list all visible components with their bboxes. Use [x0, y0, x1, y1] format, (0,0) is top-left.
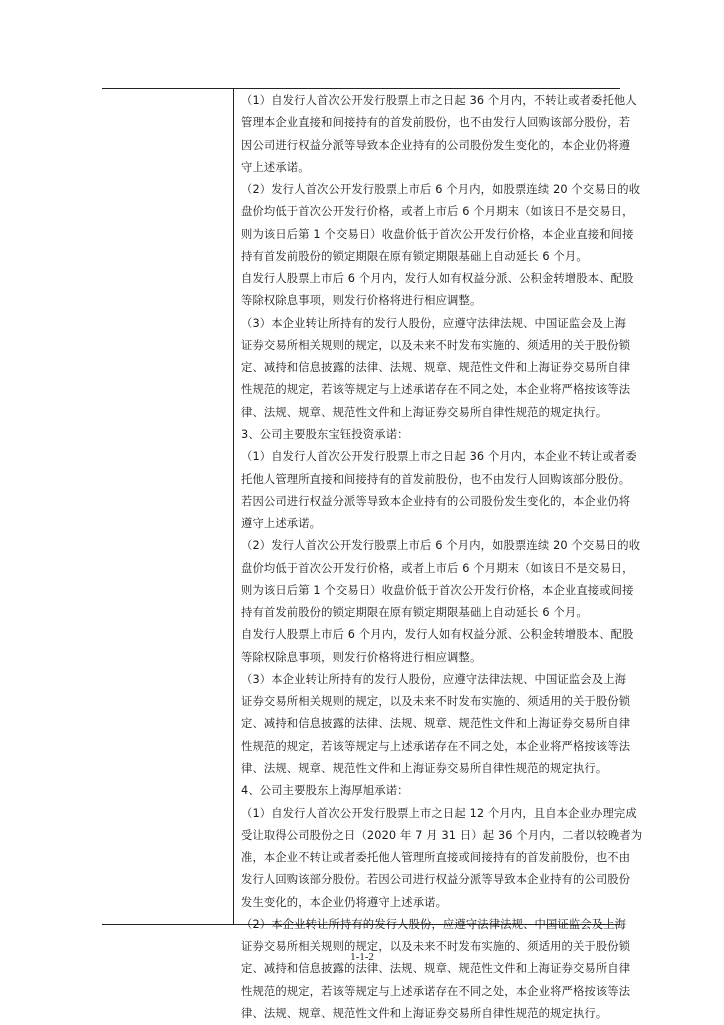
- text-line: （1）自发行人首次公开发行股票上市之日起 36 个月内，不转让或者委托他人: [241, 94, 637, 107]
- text-line: 持有首发前股份的锁定期限在原有锁定期限基础上自动延长 6 个月。: [241, 606, 588, 620]
- text-line: 性规范的规定，若该等规定与上述承诺存在不同之处，本企业将严格按该等法: [241, 383, 631, 397]
- text-line: 等除权除息事项，则发行价格将进行相应调整。: [241, 294, 482, 308]
- text-line: 持有首发前股份的锁定期限在原有锁定期限基础上自动延长 6 个月。: [241, 249, 588, 263]
- text-line: 等除权除息事项，则发行价格将进行相应调整。: [241, 650, 482, 664]
- text-line: 则为该日后第 1 个交易日）收盘价低于首次公开发行价格，本企业直接或间接: [241, 583, 634, 597]
- text-line: 准，本企业不转让或者委托他人管理所直接或间接持有的首发前股份，也不由: [241, 851, 631, 865]
- text-line: （2）发行人首次公开发行股票上市后 6 个月内，如股票连续 20 个交易日的收: [241, 539, 641, 553]
- text-line: 律、法规、规章、规范性文件和上海证券交易所自律性规范的规定执行。: [241, 761, 608, 775]
- text-line: 定、减持和信息披露的法律、法规、规章、规范性文件和上海证券交易所自律: [241, 717, 631, 731]
- text-line: （2）本企业转让所持有的发行人股份，应遵守法律法规、中国证监会及上海: [241, 917, 627, 931]
- text-line: 受让取得公司股份之日（2020 年 7 月 31 日）起 36 个月内，二者以较晚者为: [241, 828, 643, 842]
- text-line: （3）本企业转让所持有的发行人股份，应遵守法律法规、中国证监会及上海: [241, 672, 627, 686]
- text-line: 3、公司主要股东宝钰投资承诺：: [241, 427, 409, 441]
- text-line: 遵守上述承诺。: [241, 517, 322, 531]
- text-line: （1）自发行人首次公开发行股票上市之日起 36 个月内，本企业不转让或者委: [241, 450, 637, 464]
- text-line: 证券交易所相关规则的规定，以及未来不时发布实施的、须适用的关于股份锁: [241, 940, 631, 954]
- text-line: 发生变化的，本企业仍将遵守上述承诺。: [241, 895, 448, 909]
- text-line: 盘价均低于首次公开发行价格，或者上市后 6 个月期末（如该日不是交易日，: [241, 561, 634, 575]
- text-line: 托他人管理所直接和间接持有的首发前股份，也不由发行人回购该部分股份。: [241, 472, 631, 486]
- text-line: 证券交易所相关规则的规定，以及未来不时发布实施的、须适用的关于股份锁: [241, 695, 631, 709]
- text-line: 若因公司进行权益分派等导致本企业持有的公司股份发生变化的，本企业仍将: [241, 494, 631, 508]
- column-divider: [233, 89, 234, 924]
- page-number: 1-1-2: [350, 951, 374, 963]
- text-line: （3）本企业转让所持有的发行人股份，应遵守法律法规、中国证监会及上海: [241, 316, 627, 330]
- text-line: 定、减持和信息披露的法律、法规、规章、规范性文件和上海证券交易所自律: [241, 962, 631, 976]
- text-line: 管理本企业直接和间接持有的首发前股份，也不由发行人回购该部分股份，若: [241, 116, 631, 130]
- text-line: （2）发行人首次公开发行股票上市后 6 个月内，如股票连续 20 个交易日的收: [241, 183, 641, 197]
- text-line: 发行人回购该部分股份。若因公司进行权益分派等导致本企业持有的公司股份: [241, 873, 631, 887]
- text-line: 因公司进行权益分派等导致本企业持有的公司股份发生变化的，本企业仍将遵: [241, 138, 631, 152]
- commitment-text-cell: [241, 90, 643, 1025]
- text-line: 律、法规、规章、规范性文件和上海证券交易所自律性规范的规定执行。: [241, 405, 608, 419]
- text-line: 证券交易所相关规则的规定，以及未来不时发布实施的、须适用的关于股份锁: [241, 338, 631, 352]
- text-line: （1）自发行人首次公开发行股票上市之日起 12 个月内，且自本企业办理完成: [241, 806, 637, 820]
- text-line: 则为该日后第 1 个交易日）收盘价低于首次公开发行价格，本企业直接和间接: [241, 227, 634, 241]
- text-line: 盘价均低于首次公开发行价格，或者上市后 6 个月期末（如该日不是交易日，: [241, 205, 634, 219]
- text-line: 性规范的规定，若该等规定与上述承诺存在不同之处，本企业将严格按该等法: [241, 984, 631, 998]
- text-line: 守上述承诺。: [241, 160, 310, 174]
- text-line: 律、法规、规章、规范性文件和上海证券交易所自律性规范的规定执行。: [241, 1006, 608, 1020]
- text-line: 性规范的规定，若该等规定与上述承诺存在不同之处，本企业将严格按该等法: [241, 739, 631, 753]
- text-line: 4、公司主要股东上海厚旭承诺：: [241, 784, 409, 798]
- text-line: 自发行人股票上市后 6 个月内，发行人如有权益分派、公积金转增股本、配股: [241, 628, 634, 642]
- text-line: 自发行人股票上市后 6 个月内，发行人如有权益分派、公积金转增股本、配股: [241, 272, 634, 286]
- text-line: 定、减持和信息披露的法律、法规、规章、规范性文件和上海证券交易所自律: [241, 361, 631, 375]
